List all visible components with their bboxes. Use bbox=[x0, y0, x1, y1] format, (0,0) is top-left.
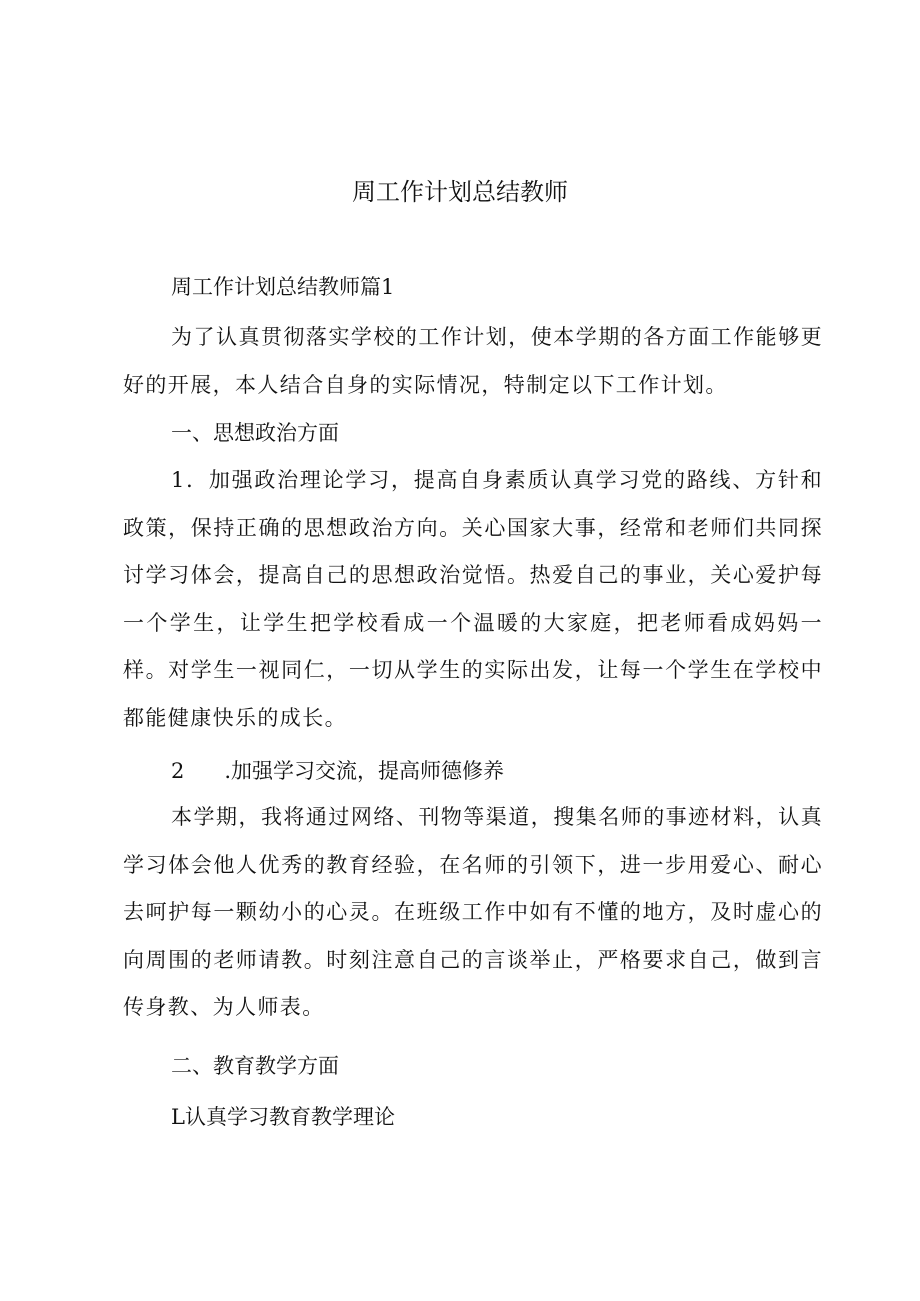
item2-number: 2 bbox=[171, 759, 185, 783]
part2-item1: L认真学习教育教学理论 bbox=[171, 1105, 395, 1129]
item2-text: .加强学习交流，提高师德修养 bbox=[224, 759, 505, 783]
item2-paragraph: 本学期，我将通过网络、刊物等渠道，搜集名师的事迹材料，认真学习体会他人优秀的教育经验，在名师的引领下，进一步用爱心、耐心去呵护每一颗幼小的心灵。在班级工作中如有不懂的地方，及时虚心的向周围的老师请教。时刻注意自己的言谈举止，严格要求自己，做到言传身教、为人师表。 bbox=[123, 805, 823, 1019]
intro-paragraph: 为了认真贯彻落实学校的工作计划，使本学期的各方面工作能够更好的开展，本人结合自身的实际情况，特制定以下工作计划。 bbox=[123, 325, 823, 397]
part2-heading: 二、教育教学方面 bbox=[171, 1054, 339, 1078]
part1-heading: 一、思想政治方面 bbox=[171, 421, 339, 445]
item2-heading bbox=[171, 756, 504, 786]
section-heading: 周工作计划总结教师篇1 bbox=[171, 275, 395, 299]
item1-paragraph: 1．加强政治理论学习，提高自身素质认真学习党的路线、方针和政策，保持正确的思想政治方向。关心国家大事，经常和老师们共同探讨学习体会，提高自己的思想政治觉悟。热爱自己的事业，关心爱护每一个学生，让学生把学校看成一个温暖的大家庭，把老师看成妈妈一样。对学生一视同仁，一切从学生的实际出发，让每一个学生在学校中都能健康快乐的成长。 bbox=[123, 468, 823, 730]
document-title: 周工作计划总结教师 bbox=[352, 178, 568, 206]
